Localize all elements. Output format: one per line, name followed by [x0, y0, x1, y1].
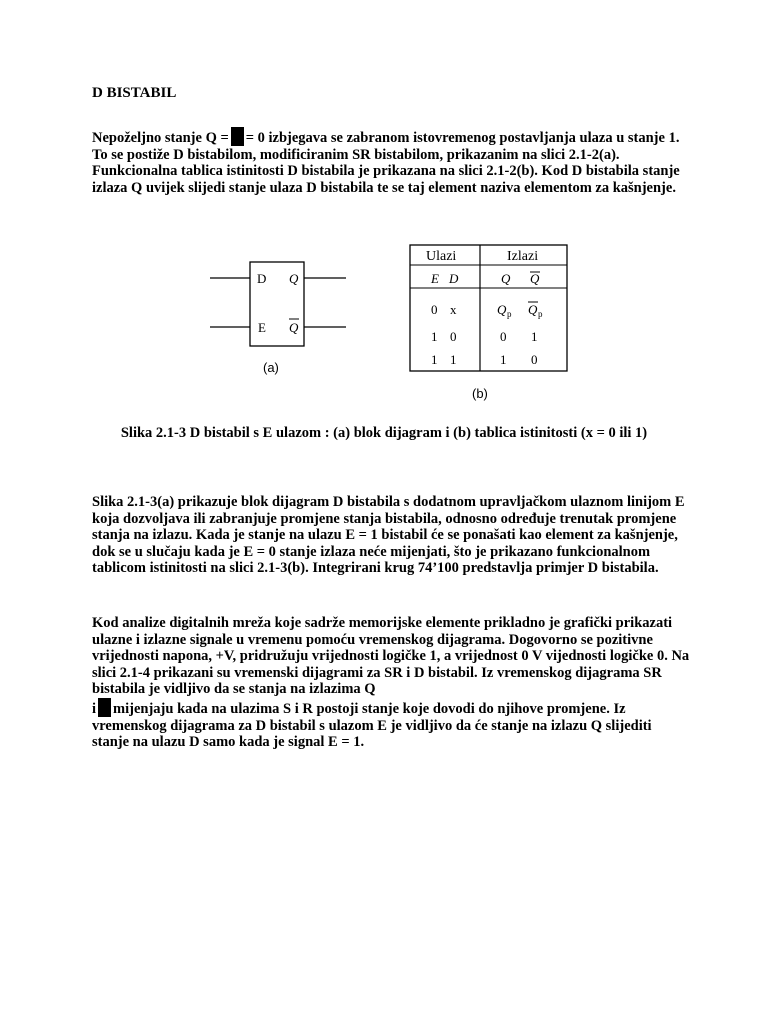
- figure-caption: Slika 2.1-3 D bistabil s E ulazom : (a) blok dijagram i (b) tablica istinitosti (x = 0 ili 1): [120, 425, 648, 441]
- input-e-label: E: [258, 320, 266, 335]
- header-inputs: Ulazi: [426, 249, 457, 264]
- figure-a-block-diagram: [200, 248, 360, 378]
- col-qbar: Q: [530, 271, 540, 286]
- row-1-q: Q: [497, 302, 507, 317]
- paragraph-timing-rest: mijenjaju kada na ulazima S i R postoji stanje koje dovodi do njihove promjene. Iz vremenskog dijagrama za D bistabil s ulazom E je vidljivo da će stanje na izlazu Q slijediti stanje na ulazu D samo kada je signal E = 1.: [92, 700, 652, 751]
- col-q: Q: [501, 271, 511, 286]
- redacted-formula-box: [231, 127, 244, 146]
- paragraph-timing-main: Kod analize digitalnih mreža koje sadrže memorijske elemente prikladno je grafički prikazati ulazne i izlazne signale u vremenu pomoću vremenskog dijagrama. Dogovorno se pozitivne vrijednosti napona, +V, pridružuju vrijednosti logičke 1, a vrijednost 0 V vijednosti logičke 0. Na slici 2.1-4 prikazani su vremenski dijagrami za SR i D bistabil. Iz vremenskog dijagrama SR bistabila je vidljivo da se stanja na izlazima Q: [92, 615, 690, 698]
- truth-table-svg: [400, 236, 580, 406]
- figure-b-truth-table: [400, 236, 580, 406]
- paragraph-intro-rest: = 0 izbjegava se zabranom istovremenog postavljanja ulaza u stanje 1. To se postiže D bistabilom, modificiranim SR bistabilom, prikazanim na slici 2.1-2(a). Funkcionalna tablica istinitosti D bistabila je prikazana na slici 2.1-2(b). Kod D bistabila stanje izlaza Q uvijek slijedi stanje ulaza D bistabila te se taj element naziva elementom za kašnjenje.: [92, 130, 680, 196]
- row-3-e: 1: [431, 352, 438, 367]
- section-heading: D BISTABIL: [92, 85, 177, 101]
- col-d: D: [449, 271, 459, 286]
- row-1-q-sub: p: [507, 309, 512, 319]
- block-diagram-svg: [200, 248, 360, 378]
- output-qbar-label: Q: [289, 320, 299, 335]
- row-2-q: 0: [500, 329, 507, 344]
- row-3-qbar: 0: [531, 352, 538, 367]
- input-d-label: D: [257, 271, 267, 286]
- header-outputs: Izlazi: [507, 249, 539, 264]
- col-e: E: [431, 271, 439, 286]
- redacted-symbol-box: [98, 698, 111, 717]
- paragraph-timing: [92, 615, 692, 751]
- row-2-d: 0: [450, 329, 457, 344]
- figure-a-label: (a): [263, 360, 279, 375]
- paragraph-timing-i: i: [92, 700, 97, 717]
- paragraph-intro: [92, 127, 692, 196]
- row-3-q: 1: [500, 352, 507, 367]
- figure-b-label: (b): [472, 386, 488, 401]
- output-q-label: Q: [289, 271, 299, 286]
- paragraph-intro-start: Nepoželjno stanje Q =: [92, 130, 229, 146]
- row-1-d: x: [450, 302, 457, 317]
- row-2-qbar: 1: [531, 329, 538, 344]
- row-1-qbar-sub: p: [538, 309, 543, 319]
- row-1-qbar: Q: [528, 302, 538, 317]
- row-3-d: 1: [450, 352, 457, 367]
- row-2-e: 1: [431, 329, 438, 344]
- row-1-e: 0: [431, 302, 438, 317]
- paragraph-description: Slika 2.1-3(a) prikazuje blok dijagram D bistabila s dodatnom upravljačkom ulaznom linijom E koja dozvoljava ili zabranjuje promjene stanja bistabila, odnosno određuje trenutak promjene stanja na izlazu. Kada je stanje na ulazu E = 1 bistabil će se ponašati kao element za kašnjenje, dok se u slučaju kada je E = 0 stanje izlaza neće mijenjati, što je prikazano funkcionalnom tablicom istinitosti na slici 2.1-3(b). Integrirani krug 74’100 predstavlja primjer D bistabila.: [92, 494, 685, 577]
